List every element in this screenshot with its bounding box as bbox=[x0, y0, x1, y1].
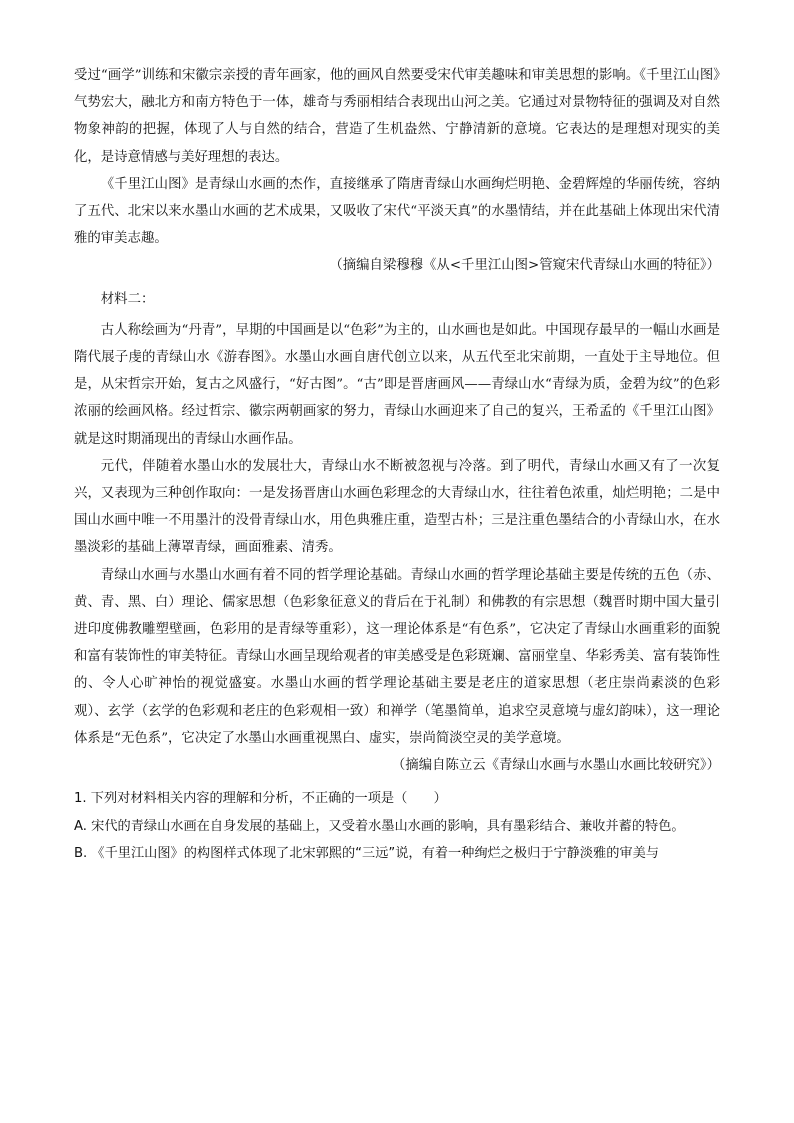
material1-paragraph-1: 受过“画学”训练和宋徽宗亲授的青年画家，他的画风自然要受宋代审美趣味和审美思想的影响。《千里江山图》气势宏大，融北方和南方特色于一体，雄奇与秀丽相结合表现出山河之美。它通过对景物特征的强调及对自然物象神韵的把握，体现了人与自然的结合，营造了生机盎然、宁静清新的意境。它表达的是理想对现实的美化，是诗意情感与美好理想的表达。 bbox=[74, 68, 720, 165]
material1-source: （摘编自梁穆穆《从<千里江山图>管窥宋代青绿山水画的特征》） bbox=[329, 258, 720, 274]
document-page bbox=[74, 62, 720, 868]
material1-paragraph-2: 《千里江山图》是青绿山水画的杰作，直接继承了隋唐青绿山水画绚烂明艳、金碧辉煌的华丽传统，容纳了五代、北宋以来水墨山水画的艺术成果，又吸收了宋代“平淡天真”的水墨情结，并在此基础上体现出宋代清雅的审美志趣。 bbox=[74, 176, 720, 247]
question-1-option-a[interactable]: A. 宋代的青绿山水画在自身发展的基础上，又受着水墨山水画的影响，具有墨彩结合、兼收并蓄的特色。 bbox=[74, 818, 685, 834]
material2-source: （摘编自陈立云《青绿山水画与水墨山水画比较研究》） bbox=[391, 758, 720, 774]
material2-paragraph-1: 古人称绘画为“丹青”，早期的中国画是以“色彩”为主的，山水画也是如此。中国现存最早的一幅山水画是隋代展子虔的青绿山水《游春图》。水墨山水画自唐代创立以来，从五代至北宋前期，一直处于主导地位。但是，从宋哲宗开始，复古之风盛行，“好古图”。“古”即是晋唐画风——青绿山水“青绿为质，金碧为纹”的色彩浓丽的绘画风格。经过哲宗、徽宗两朝画家的努力，青绿山水画迎来了自己的复兴，王希孟的《千里江山图》就是这时期涌现出的青绿山水画作品。 bbox=[74, 322, 720, 447]
question-1-stem: 1. 下列对材料相关内容的理解和分析，不正确的一项是（ ） bbox=[74, 791, 447, 807]
material2-paragraph-2: 元代，伴随着水墨山水的发展壮大，青绿山水不断被忽视与冷落。到了明代，青绿山水画又有了一次复兴，又表现为三种创作取向：一是发扬晋唐山水画色彩理念的大青绿山水，往往着色浓重，灿烂明艳；二是中国山水画中唯一不用墨汁的没骨青绿山水，用色典雅庄重，造型古朴；三是注重色墨结合的小青绿山水，在水墨淡彩的基础上薄罩青绿，画面雅素、清秀。 bbox=[74, 458, 720, 556]
material2-paragraph-3: 青绿山水画与水墨山水画有着不同的哲学理论基础。青绿山水画的哲学理论基础主要是传统的五色（赤、黄、青、黑、白）理论、儒家思想（色彩象征意义的背后在于礼制）和佛教的有宗思想（魏晋时期中国大量引进印度佛教雕塑壁画，色彩用的是青绿等重彩），这一理论体系是“有色系”，它决定了青绿山水画重彩的面貌和富有装饰性的审美特征。青绿山水画呈现给观者的审美感受是色彩斑斓、富丽堂皇、华彩秀美、富有装饰性的、令人心旷神怡的视觉盛宴。水墨山水画的哲学理论基础主要是老庄的道家思想（老庄崇尚素淡的色彩观）、玄学（玄学的色彩观和老庄的色彩观相一致）和禅学（笔墨简单，追求空灵意境与虚幻韵味），这一理论体系是“无色系”，它决定了水墨山水画重视黑白、虚实，崇尚简淡空灵的美学意境。 bbox=[74, 567, 720, 746]
question-1-option-b[interactable]: B. 《千里江山图》的构图样式体现了北宋郭熙的“三远”说，有着一种绚烂之极归于宁静淡雅的审美与 bbox=[74, 846, 659, 862]
material2-label: 材料二： bbox=[100, 291, 155, 307]
